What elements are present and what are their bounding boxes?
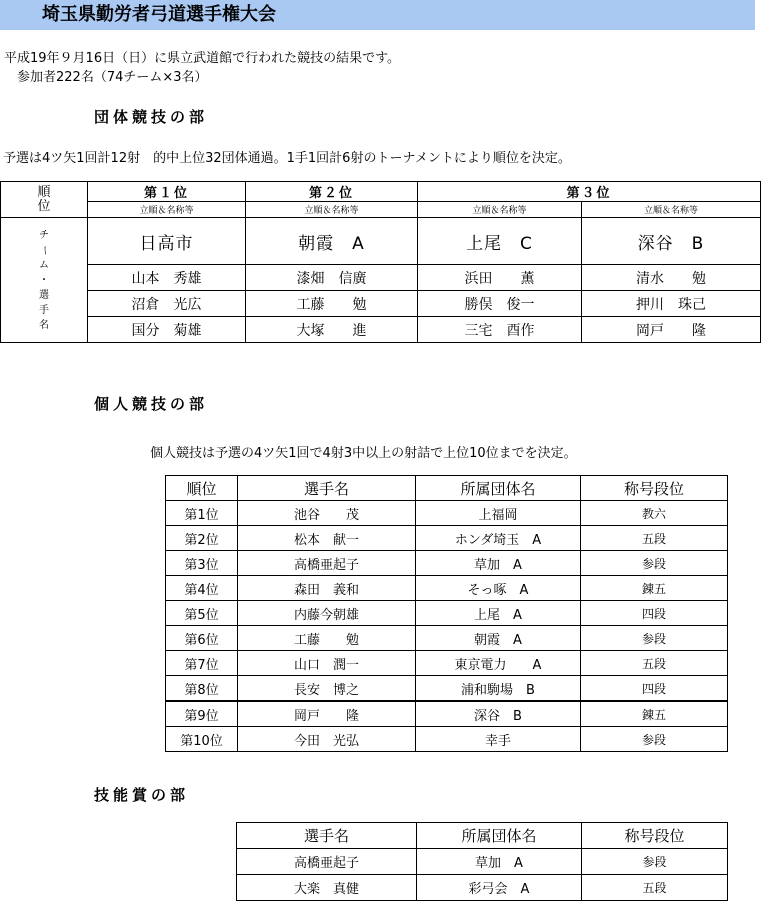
- team-member-side-label: [1, 218, 88, 343]
- club-cell: 浦和駒場 B: [416, 676, 581, 702]
- team-member: 山本 秀雄: [88, 265, 246, 291]
- subheader-cell: 立順＆名称等: [582, 202, 761, 218]
- team-member: 工藤 勉: [246, 291, 418, 317]
- team-member: 漆畑 信廣: [246, 265, 418, 291]
- table-row: [166, 551, 728, 576]
- column-header: 選手名: [238, 476, 416, 501]
- table-row: [166, 676, 728, 702]
- skill-header-row: [237, 823, 728, 849]
- name-cell: 池谷 茂: [238, 501, 416, 526]
- grade-cell: 参段: [581, 727, 728, 752]
- team-subheader-row: [1, 202, 761, 218]
- club-cell: 幸手: [416, 727, 581, 752]
- table-row: [237, 849, 728, 875]
- grade-cell: 参段: [581, 626, 728, 651]
- team-name: 朝霞 A: [246, 218, 418, 265]
- name-cell: 岡戸 隆: [238, 701, 416, 727]
- place-2-header: 第２位: [246, 182, 418, 202]
- skill-award-table: [236, 822, 728, 901]
- table-row: [166, 651, 728, 676]
- rank-cell: 第4位: [166, 576, 238, 601]
- rank-header-bottom: 位: [37, 198, 51, 214]
- name-cell: 今田 光弘: [238, 727, 416, 752]
- club-cell: 深谷 B: [416, 701, 581, 727]
- team-member: 浜田 薫: [418, 265, 582, 291]
- club-cell: そっ啄 A: [416, 576, 581, 601]
- table-row: [166, 626, 728, 651]
- rank-cell: 第10位: [166, 727, 238, 752]
- table-row: [237, 875, 728, 901]
- name-cell: 内藤今朝雄: [238, 601, 416, 626]
- team-member-row: [1, 317, 761, 343]
- table-row: [166, 501, 728, 526]
- title-banner: [0, 0, 755, 30]
- team-results-table: [0, 181, 761, 343]
- rank-cell: 第2位: [166, 526, 238, 551]
- intro-line-2: 参加者222名（74チーム×3名）: [17, 70, 208, 85]
- rank-cell: 第8位: [166, 676, 238, 702]
- team-member: 岡戸 隆: [582, 317, 761, 343]
- page-title: 埼玉県勤労者弓道選手権大会: [42, 4, 276, 25]
- grade-cell: 四段: [581, 676, 728, 702]
- table-row: [166, 727, 728, 752]
- team-section-description: 予選は4ツ矢1回計12射 的中上位32団体通過。1手1回計6射のトーナメントにより順位を決定。: [3, 151, 571, 166]
- name-cell: 長安 博之: [238, 676, 416, 702]
- column-header: 称号段位: [582, 823, 728, 849]
- team-member: 清水 勉: [582, 265, 761, 291]
- rank-cell: 第6位: [166, 626, 238, 651]
- team-name-row: [1, 218, 761, 265]
- team-name: 上尾 C: [418, 218, 582, 265]
- team-member: 沼倉 光広: [88, 291, 246, 317]
- intro-line-1: 平成19年９月16日（日）に県立武道館で行われた競技の結果です。: [4, 51, 401, 66]
- side-label-char: ー: [38, 245, 50, 255]
- grade-cell: 五段: [581, 651, 728, 676]
- team-member-row: [1, 265, 761, 291]
- team-name: 日高市: [88, 218, 246, 265]
- individual-results-table: [165, 475, 728, 752]
- rank-header-top: 順: [37, 184, 51, 200]
- table-row: [166, 526, 728, 551]
- place-3-header: 第３位: [418, 182, 761, 202]
- subheader-cell: 立順＆名称等: [88, 202, 246, 218]
- club-cell: 彩弓会 A: [417, 875, 582, 901]
- grade-cell: 教六: [581, 501, 728, 526]
- grade-cell: 五段: [582, 875, 728, 901]
- team-member: 国分 菊雄: [88, 317, 246, 343]
- rank-cell: 第1位: [166, 501, 238, 526]
- table-row: [166, 601, 728, 626]
- place-1-header: 第１位: [88, 182, 246, 202]
- rank-cell: 第5位: [166, 601, 238, 626]
- table-row: [166, 576, 728, 601]
- name-cell: 高橋亜起子: [237, 849, 417, 875]
- column-header: 選手名: [237, 823, 417, 849]
- team-member: 押川 珠己: [582, 291, 761, 317]
- rank-cell: 第7位: [166, 651, 238, 676]
- grade-cell: 錬五: [581, 576, 728, 601]
- team-section-heading: 団体競技の部: [94, 108, 209, 126]
- rank-header-cell: [1, 182, 88, 218]
- side-label-char: 選: [39, 289, 49, 301]
- team-member: 三宅 酉作: [418, 317, 582, 343]
- column-header: 順位: [166, 476, 238, 501]
- name-cell: 高橋亜起子: [238, 551, 416, 576]
- grade-cell: 四段: [581, 601, 728, 626]
- name-cell: 山口 潤一: [238, 651, 416, 676]
- team-member: 勝俣 俊一: [418, 291, 582, 317]
- team-member: 大塚 進: [246, 317, 418, 343]
- side-label-char: ム: [39, 259, 49, 271]
- subheader-cell: 立順＆名称等: [418, 202, 582, 218]
- subheader-cell: 立順＆名称等: [246, 202, 418, 218]
- skill-section-heading: 技能賞の部: [94, 786, 190, 804]
- club-cell: 草加 A: [416, 551, 581, 576]
- individual-section-heading: 個人競技の部: [94, 395, 209, 413]
- rank-cell: 第3位: [166, 551, 238, 576]
- rank-cell: 第9位: [166, 701, 238, 727]
- team-member-row: [1, 291, 761, 317]
- club-cell: 上尾 A: [416, 601, 581, 626]
- column-header: 所属団体名: [417, 823, 582, 849]
- side-label-char: チ: [39, 229, 49, 241]
- team-name: 深谷 B: [582, 218, 761, 265]
- side-label-char: 名: [39, 319, 49, 331]
- individual-header-row: [166, 476, 728, 501]
- column-header: 称号段位: [581, 476, 728, 501]
- name-cell: 工藤 勉: [238, 626, 416, 651]
- club-cell: 草加 A: [417, 849, 582, 875]
- club-cell: 朝霞 A: [416, 626, 581, 651]
- individual-section-description: 個人競技は予選の4ツ矢1回で4射3中以上の射詰で上位10位までを決定。: [150, 446, 577, 461]
- club-cell: 東京電力 A: [416, 651, 581, 676]
- club-cell: ホンダ埼玉 A: [416, 526, 581, 551]
- table-row: [166, 701, 728, 727]
- grade-cell: 五段: [581, 526, 728, 551]
- side-label-char: ・: [39, 274, 49, 286]
- team-header-row: [1, 182, 761, 202]
- name-cell: 森田 義和: [238, 576, 416, 601]
- name-cell: 大楽 真健: [237, 875, 417, 901]
- grade-cell: 参段: [581, 551, 728, 576]
- side-label-char: 手: [39, 304, 49, 316]
- grade-cell: 参段: [582, 849, 728, 875]
- club-cell: 上福岡: [416, 501, 581, 526]
- column-header: 所属団体名: [416, 476, 581, 501]
- grade-cell: 錬五: [581, 701, 728, 727]
- name-cell: 松本 献一: [238, 526, 416, 551]
